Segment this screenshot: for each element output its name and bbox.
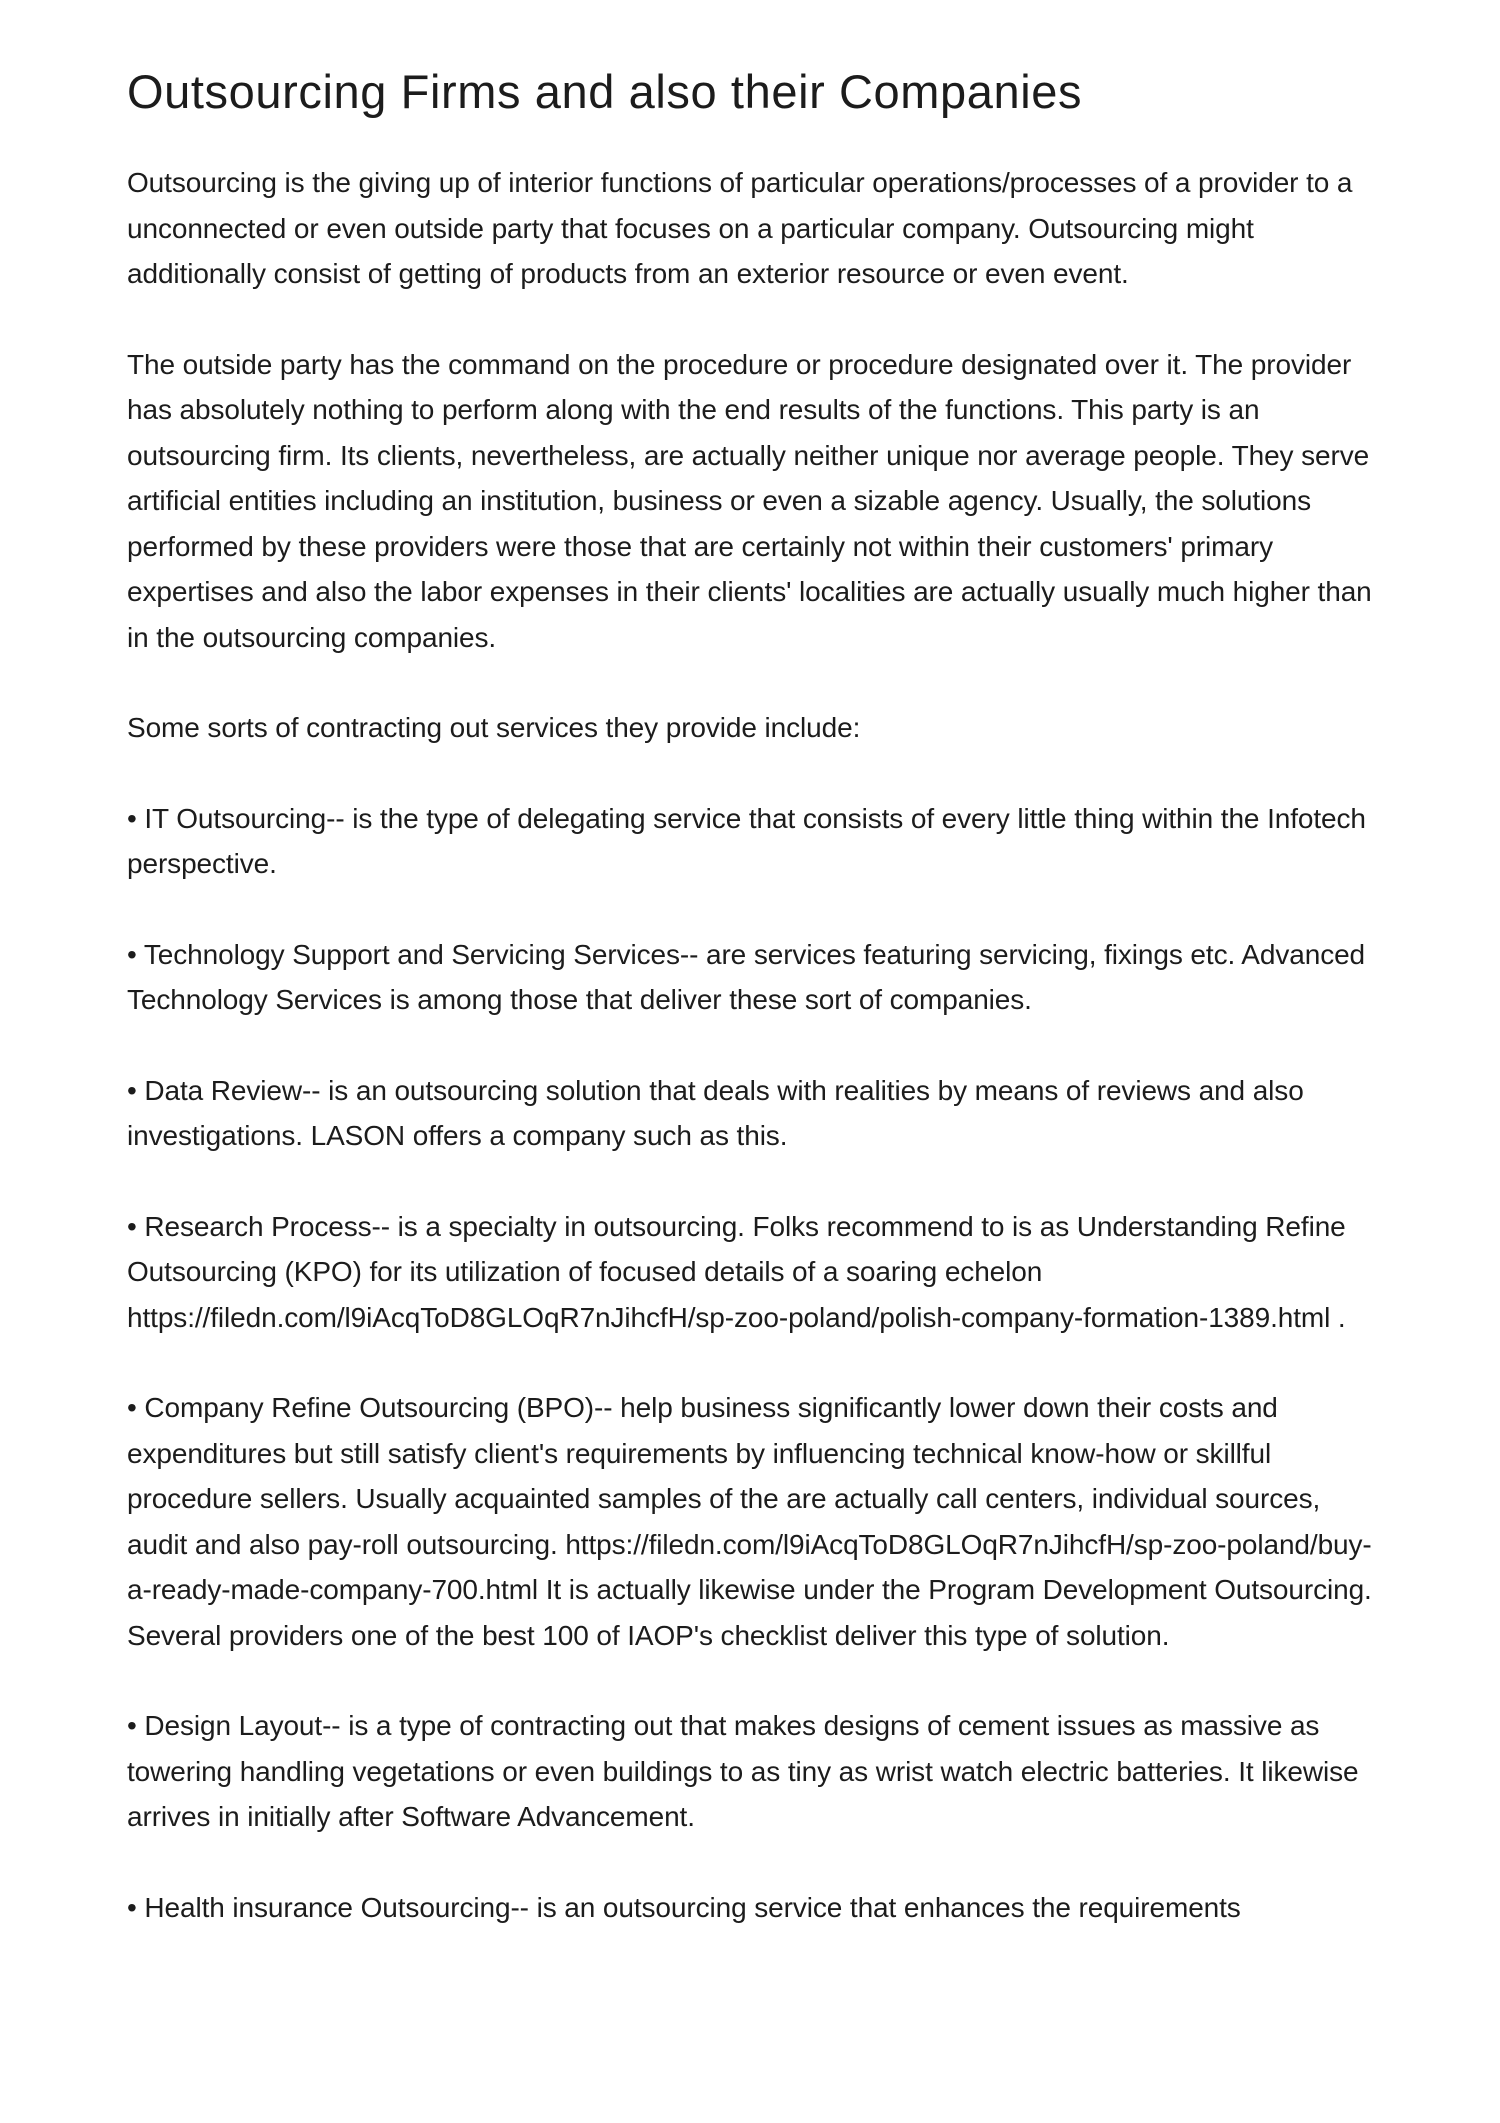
list-item-technology-support (127, 932, 1377, 1023)
list-item-bpo (127, 1385, 1377, 1658)
list-item-design-layout (127, 1703, 1377, 1840)
list-item-research-process (127, 1204, 1377, 1341)
document-title: Outsourcing Firms and also their Companies (127, 65, 1083, 118)
list-item-it-outsourcing (127, 796, 1377, 887)
paragraph-text: The outside party has the command on the procedure or procedure designated over it. The provider has absolutely nothing to perform along with the end results of the functions. This party is an outsourcing firm. Its clients, nevertheless, are actually neither unique nor average people. They serve artificial entities including an institution, business or even a sizable agency. Usually, the solutions performed by these providers were those that are certainly not within their customers' primary expertises and also the labor expenses in their clients' localities are actually usually much higher than in the outsourcing companies. (127, 348, 1372, 653)
document-page (127, 58, 1377, 1975)
paragraph-text: Outsourcing is the giving up of interior functions of particular operations/processes of a provider to a unconnected or even outside party that focuses on a particular company. Outsourcing might additionally consist of getting of products from an exterior resource or even event. (127, 167, 1353, 289)
paragraph-services-intro (127, 705, 1377, 751)
paragraph-text: • Company Refine Outsourcing (BPO)-- help business significantly lower down their costs and expenditures but still satisfy client's requirements by influencing technical know-how or skillful procedure sellers. Usually acquainted samples of the are actually call centers, individual sources, audit and also pay-roll outsourcing. https://filedn.com/l9iAcqToD8GLOqR7nJihcfH/sp-zoo-poland/buy-a-ready-made-company-700.html It is actually likewise under the Program Development Outsourcing. Several providers one of the best 100 of IAOP's checklist deliver this type of solution. (127, 1392, 1372, 1651)
list-item-health-insurance (127, 1885, 1377, 1931)
paragraph-outside-party (127, 342, 1377, 661)
paragraph-text: • Research Process-- is a specialty in outsourcing. Folks recommend to is as Understanding Refine Outsourcing (KPO) for its utilization of focused details of a soaring echelon https://filedn.com/l9iAcqToD8GLOqR7nJihcfH/sp-zoo-poland/polish-company-formation-1389.html . (127, 1210, 1346, 1333)
paragraph-text: • Technology Support and Servicing Services-- are services featuring servicing, fixings etc. Advanced Technology Services is among those that deliver these sort of companies. (127, 938, 1366, 1015)
paragraph-text: • Design Layout-- is a type of contracting out that makes designs of cement issues as massive as towering handling vegetations or even buildings to as tiny as wrist watch electric batteries. It likewise arrives in initially after Software Advancement. (127, 1710, 1359, 1832)
paragraph-intro (127, 160, 1377, 297)
list-item-data-review (127, 1068, 1377, 1159)
paragraph-text: • Data Review-- is an outsourcing solution that deals with realities by means of reviews and also investigations. LASON offers a company such as this. (127, 1074, 1304, 1151)
paragraph-text: • IT Outsourcing-- is the type of delegating service that consists of every little thing within the Infotech perspective. (127, 802, 1366, 879)
paragraph-text: • Health insurance Outsourcing-- is an outsourcing service that enhances the requirements (127, 1891, 1241, 1923)
paragraph-text: Some sorts of contracting out services they provide include: (127, 712, 861, 743)
